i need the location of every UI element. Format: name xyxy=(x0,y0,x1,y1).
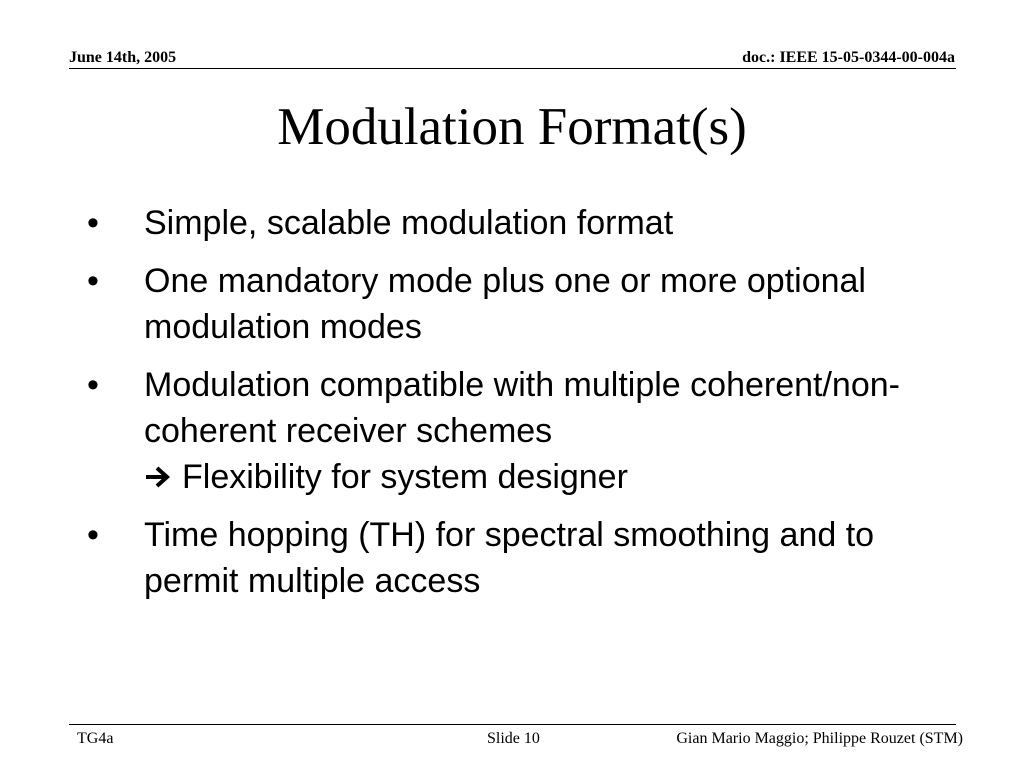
bullet-marker: • xyxy=(87,516,99,554)
bullet-item xyxy=(87,258,907,350)
header-divider xyxy=(69,68,956,69)
slide-title: Modulation Format(s) xyxy=(277,98,747,156)
footer-authors: Gian Mario Maggio; Philippe Rouzet (STM) xyxy=(676,730,963,747)
bullet-text: Modulation compatible with multiple coherent/non-coherent receiver schemes xyxy=(144,366,900,450)
bullet-text: Time hopping (TH) for spectral smoothing and to permit multiple access xyxy=(144,516,875,600)
bullet-item xyxy=(87,362,907,500)
footer-slide-number: Slide 10 xyxy=(487,730,540,747)
footer-divider xyxy=(69,724,956,725)
bullet-continuation-text: Flexibility for system designer xyxy=(182,458,628,496)
bullet-marker: • xyxy=(87,366,99,404)
right-arrow-icon xyxy=(144,464,176,490)
bullet-marker: • xyxy=(87,204,99,242)
header-doc-id: doc.: IEEE 15-05-0344-00-004a xyxy=(742,49,955,66)
bullet-item xyxy=(87,200,907,246)
header-date: June 14th, 2005 xyxy=(69,49,177,66)
footer-group-label: TG4a xyxy=(77,730,114,747)
bullet-marker: • xyxy=(87,262,99,300)
bullet-list xyxy=(87,200,907,616)
bullet-text: Simple, scalable modulation format xyxy=(144,204,674,242)
bullet-item xyxy=(87,512,907,604)
bullet-text: One mandatory mode plus one or more optional modulation modes xyxy=(144,262,866,346)
